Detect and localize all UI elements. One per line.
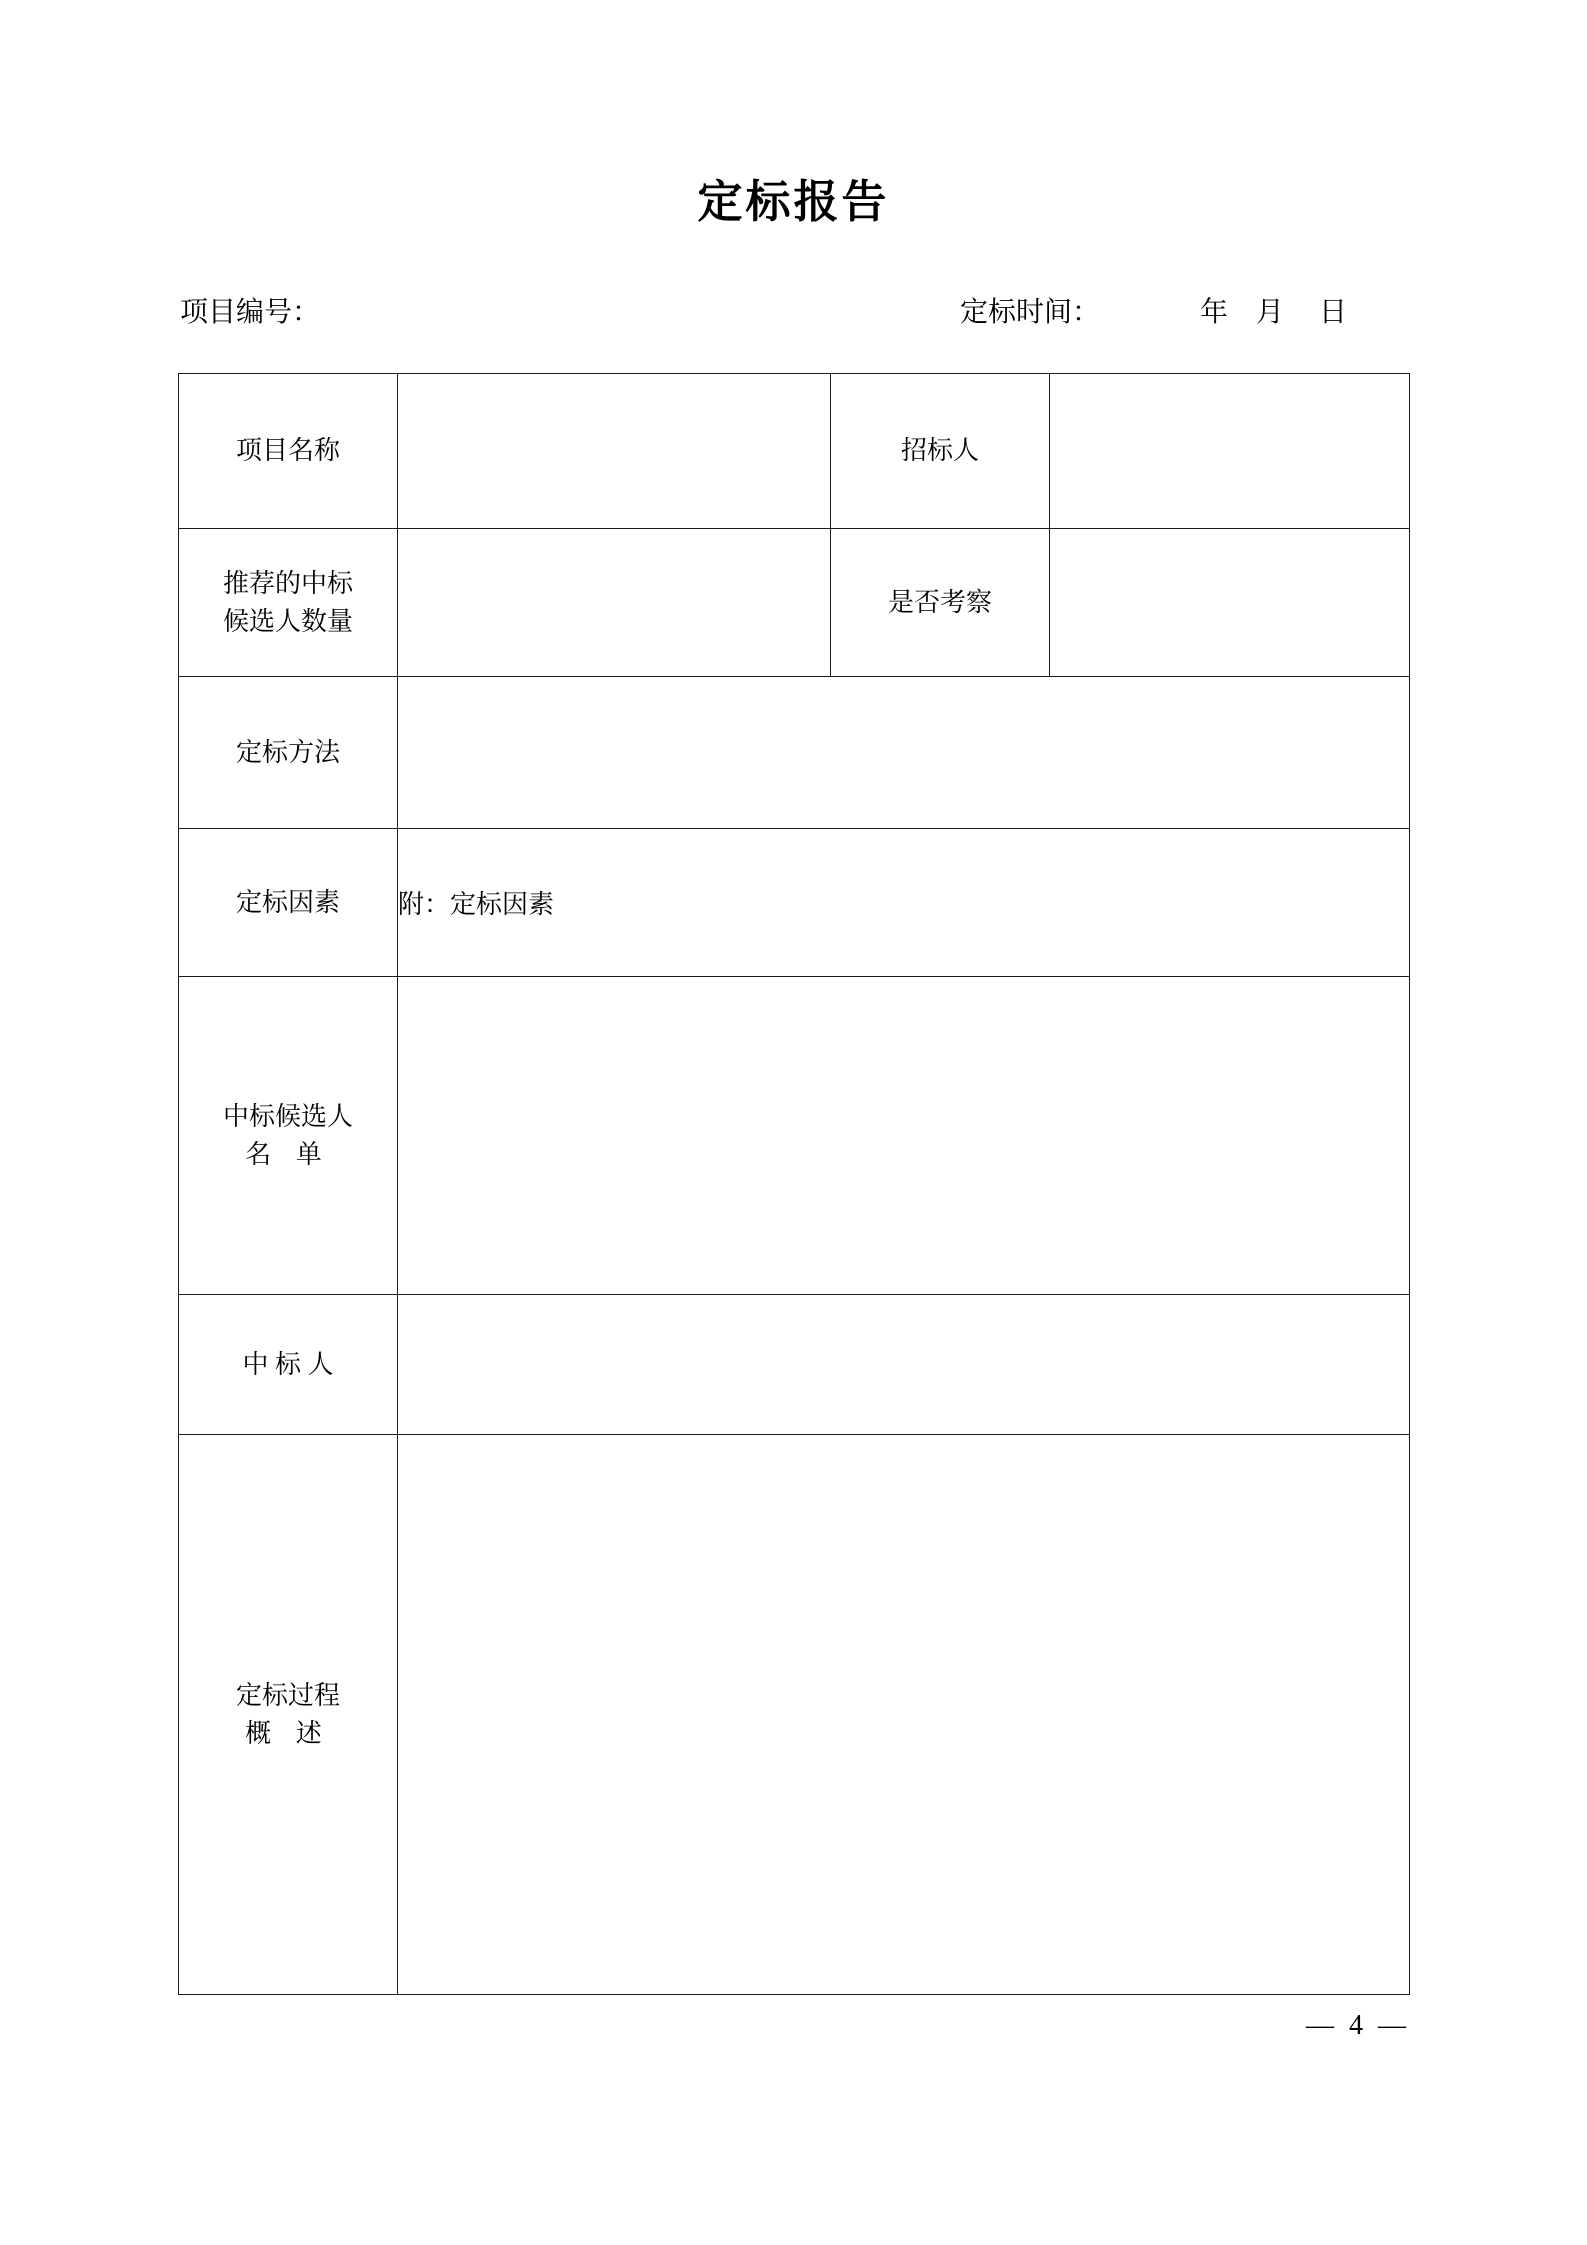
row-label-candidate-list-line2: 名 单 (245, 1139, 331, 1169)
project-number-label: 项目编号： (180, 297, 321, 328)
row-label-candidate-list (179, 977, 398, 1295)
page-number: — 4 — (1306, 2010, 1410, 2041)
row-value-inspection[interactable] (1050, 529, 1410, 677)
row-value-candidate-count[interactable] (398, 529, 831, 677)
row-label-candidate-count-line1: 推荐的中标 (222, 568, 353, 598)
table-row (179, 977, 1410, 1295)
table-row (179, 677, 1410, 829)
row-label-project-name: 项目名称 (179, 374, 398, 529)
row-label-award-process (179, 1435, 398, 1995)
award-report-table (178, 373, 1410, 1995)
row-value-winner[interactable] (398, 1295, 1410, 1435)
award-time-label: 定标时间： (960, 297, 1101, 328)
table-row (179, 1435, 1410, 1995)
row-label-candidate-count (179, 529, 398, 677)
row-label-winner: 中 标 人 (179, 1295, 398, 1435)
document-meta-row (180, 290, 1410, 330)
page-title: 定标报告 (697, 175, 890, 228)
row-label-tenderer: 招标人 (831, 374, 1050, 529)
table-row (179, 829, 1410, 977)
award-date-fields: 年 月 日 (1200, 297, 1348, 328)
row-value-project-name[interactable] (398, 374, 831, 529)
table-row (179, 529, 1410, 677)
row-value-award-process[interactable] (398, 1435, 1410, 1995)
row-value-award-method[interactable] (398, 677, 1410, 829)
row-value-award-factors[interactable]: 附：定标因素 (398, 829, 1410, 977)
table-row (179, 374, 1410, 529)
row-label-award-process-line1: 定标过程 (235, 1680, 340, 1710)
table-row (179, 1295, 1410, 1435)
row-label-award-process-line2: 概 述 (245, 1718, 331, 1748)
row-label-award-factors: 定标因素 (179, 829, 398, 977)
row-label-candidate-list-line1: 中标候选人 (222, 1101, 353, 1131)
row-label-candidate-count-line2: 候选人数量 (222, 606, 353, 636)
row-label-award-method: 定标方法 (179, 677, 398, 829)
row-label-inspection: 是否考察 (831, 529, 1050, 677)
row-value-tenderer[interactable] (1050, 374, 1410, 529)
row-value-candidate-list[interactable] (398, 977, 1410, 1295)
